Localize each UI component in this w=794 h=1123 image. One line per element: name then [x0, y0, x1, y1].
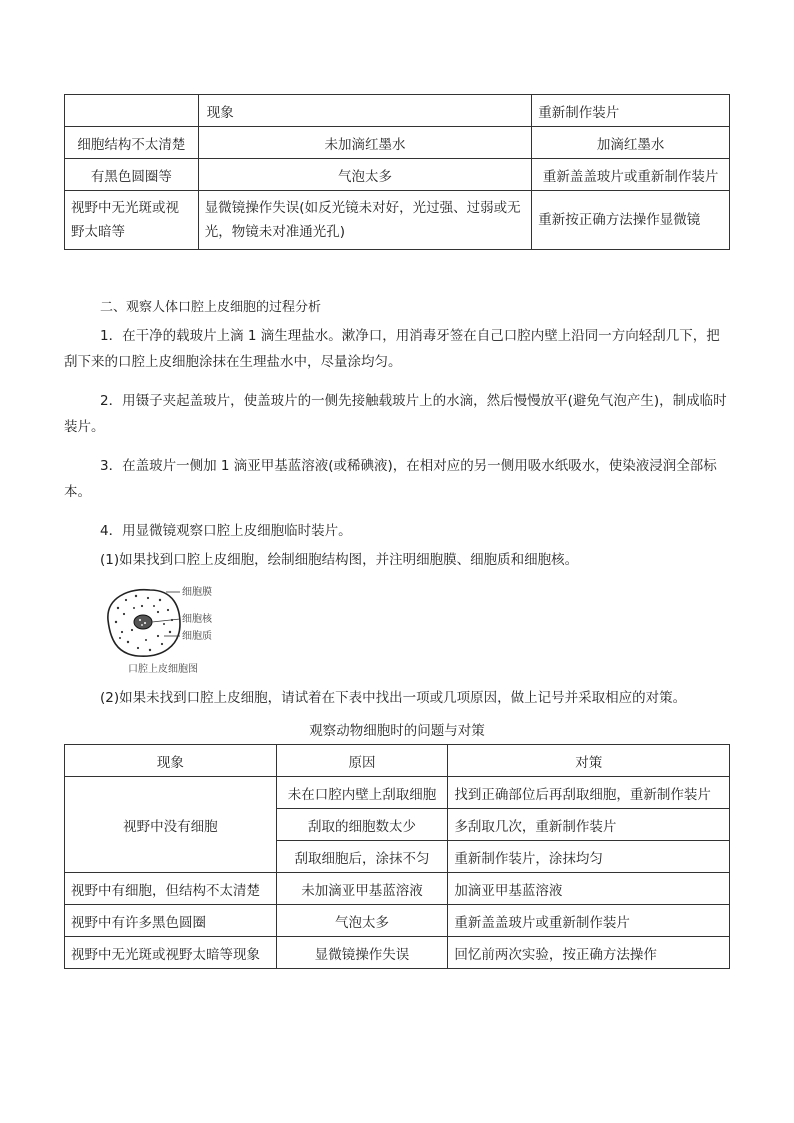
label-membrane: 细胞膜 — [182, 587, 212, 598]
table-cell: 视野中有许多黑色圆圈 — [65, 905, 277, 937]
table-cell: 找到正确部位后再刮取细胞，重新制作装片 — [448, 777, 730, 809]
cell-nucleus — [134, 615, 152, 629]
table-row — [65, 905, 730, 937]
table-cell: 未加滴红墨水 — [198, 127, 531, 159]
table-cell-merged: 视野中没有细胞 — [65, 777, 277, 873]
table-cell: 有黑色圆圈等 — [65, 159, 199, 191]
table-cell: 加滴红墨水 — [532, 127, 730, 159]
table-cell: 视野中有细胞，但结构不太清楚 — [65, 873, 277, 905]
step-2-paragraph: 2．用镊子夹起盖玻片，使盖玻片的一侧先接触载玻片上的水滴，然后慢慢放平(避免气泡产生)，制成临时装片。 — [64, 393, 727, 435]
table-row — [65, 873, 730, 905]
step-4-paragraph: 4．用显微镜观察口腔上皮细胞临时装片。 — [100, 523, 352, 539]
label-cytoplasm: 细胞质 — [182, 631, 212, 642]
table-cell: 加滴亚甲基蓝溶液 — [448, 873, 730, 905]
table-caption: 观察动物细胞时的问题与对策 — [309, 723, 485, 739]
table-header-cell: 现象 — [198, 95, 531, 127]
table-header-row — [65, 745, 730, 777]
table-row — [65, 777, 730, 809]
table-cell: 视野中无光斑或视野太暗等 — [65, 191, 199, 250]
step-3-paragraph: 3．在盖玻片一侧加 1 滴亚甲基蓝溶液(或稀碘液)，在相对应的另一侧用吸水纸吸水，使染液浸润全部标本。 — [64, 458, 717, 500]
table-header-cell: 原因 — [276, 745, 448, 777]
sub-step-2: (2)如果未找到口腔上皮细胞，请试着在下表中找出一项或几项原因，做上记号并采取相应的对策。 — [100, 690, 687, 706]
table-row — [65, 127, 730, 159]
table-cell: 重新制作装片，涂抹均匀 — [448, 841, 730, 873]
table-microscope-problems — [64, 94, 730, 250]
table-header-cell: 现象 — [65, 745, 277, 777]
table-row — [65, 937, 730, 969]
cheek-cell-diagram — [98, 580, 258, 678]
table-cell: 刮取细胞后，涂抹不匀 — [276, 841, 448, 873]
table-cell: 未在口腔内壁上刮取细胞 — [276, 777, 448, 809]
table-cell: 细胞结构不太清楚 — [65, 127, 199, 159]
table-cell: 重新按正确方法操作显微镜 — [532, 191, 730, 250]
table-row — [65, 159, 730, 191]
table-cell: 气泡太多 — [276, 905, 448, 937]
table-cell: 气泡太多 — [198, 159, 531, 191]
table-cell: 重新盖盖玻片或重新制作装片 — [532, 159, 730, 191]
table-cell: 显微镜操作失误(如反光镜未对好，光过强、过弱或无光，物镜未对准通光孔) — [198, 191, 531, 250]
section-title: 二、观察人体口腔上皮细胞的过程分析 — [100, 300, 322, 315]
table-header-cell: 对策 — [448, 745, 730, 777]
table-header-cell: 重新制作装片 — [532, 95, 730, 127]
table-cell: 多刮取几次，重新制作装片 — [448, 809, 730, 841]
table-animal-cell-problems — [64, 744, 730, 969]
table-cell: 视野中无光斑或视野太暗等现象 — [65, 937, 277, 969]
sub-step-1: (1)如果找到口腔上皮细胞，绘制细胞结构图，并注明细胞膜、细胞质和细胞核。 — [100, 552, 579, 568]
table-cell: 未加滴亚甲基蓝溶液 — [276, 873, 448, 905]
table-cell: 显微镜操作失误 — [276, 937, 448, 969]
table-header-cell — [65, 95, 199, 127]
table-cell: 重新盖盖玻片或重新制作装片 — [448, 905, 730, 937]
step-1-paragraph: 1．在干净的载玻片上滴 1 滴生理盐水。漱净口，用消毒牙签在自己口腔内壁上沿同一方向轻刮几下，把刮下来的口腔上皮细胞涂抹在生理盐水中，尽量涂均匀。 — [64, 328, 720, 370]
table-cell: 刮取的细胞数太少 — [276, 809, 448, 841]
label-nucleus: 细胞核 — [182, 614, 212, 625]
nucleus-leader-line — [152, 619, 180, 622]
table-cell: 回忆前两次实验，按正确方法操作 — [448, 937, 730, 969]
table-header-row — [65, 95, 730, 127]
figure-caption: 口腔上皮细胞图 — [128, 664, 198, 675]
table-row — [65, 191, 730, 250]
